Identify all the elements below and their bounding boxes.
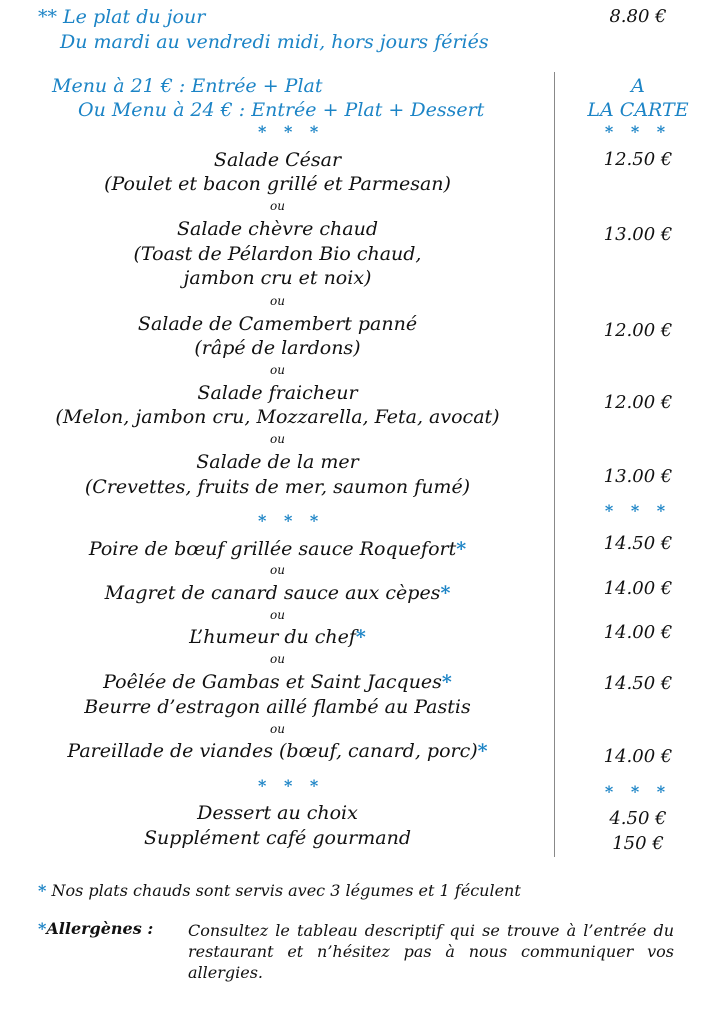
menu-21-line: Menu à 21 € : Entrée + Plat (52, 75, 323, 97)
allergen-text: Consultez le tableau descriptif qui se trouve à l’entrée du restaurant et n’hésitez pas à nous communiquer vos allergies. (188, 921, 674, 982)
separator-stars: * * * (604, 122, 672, 141)
plat-du-jour-title (38, 6, 205, 28)
dessert-price: 150 € (612, 833, 664, 854)
entree-name: Salade César (213, 149, 342, 171)
entree-name: Salade fraicheur (197, 382, 358, 404)
note-text: Nos plats chauds sont servis avec 3 légumes et 1 féculent (51, 881, 521, 900)
plat-line (0, 671, 555, 693)
allergen-label-text: Allergènes : (46, 919, 154, 938)
plat-du-jour-label: Le plat du jour (63, 6, 206, 28)
entree-price: 13.00 € (603, 466, 673, 487)
plat-du-jour-marker: ** (38, 6, 57, 28)
plat-du-jour-subtitle: Du mardi au vendredi midi, hors jours fériés (60, 31, 489, 53)
plat-detail: Beurre d’estragon aillé flambé au Pastis (84, 696, 471, 718)
carte-label-line2: LA CARTE (587, 99, 689, 121)
plat-price: 14.00 € (603, 578, 673, 599)
dessert-price: 4.50 € (609, 808, 667, 829)
plat-price: 14.50 € (603, 533, 673, 554)
entree-detail: (Poulet et bacon grillé et Parmesan) (104, 173, 451, 195)
or-label: ou (270, 363, 285, 377)
entree-name: Salade de la mer (196, 451, 359, 473)
plat-price: 14.00 € (603, 746, 673, 767)
entree-detail: (Crevettes, fruits de mer, saumon fumé) (84, 476, 471, 498)
allergen-label (38, 920, 153, 938)
or-label: ou (270, 563, 285, 577)
separator-stars: * * * (604, 782, 672, 801)
asterisk-marker: * (38, 881, 47, 900)
dessert-name: Supplément café gourmand (143, 827, 412, 849)
plat-price: 14.00 € (603, 622, 673, 643)
entree-name: Salade de Camembert panné (137, 313, 418, 335)
dessert-name: Dessert au choix (197, 802, 358, 824)
entree-detail: jambon cru et noix) (183, 267, 372, 289)
or-label: ou (270, 722, 285, 736)
asterisk-marker: * (477, 740, 488, 762)
menu-24-line: Ou Menu à 24 € : Entrée + Plat + Dessert (78, 99, 485, 121)
plat-name: Magret de canard sauce aux cèpes (104, 582, 441, 604)
plat-line (0, 740, 555, 762)
entree-price: 13.00 € (603, 224, 673, 245)
asterisk-marker: * (440, 582, 451, 604)
entree-price: 12.00 € (603, 392, 673, 413)
entree-detail: (Toast de Pélardon Bio chaud, (133, 243, 422, 265)
asterisk-marker: * (456, 538, 467, 560)
separator-stars: * * * (258, 122, 325, 141)
entree-price: 12.00 € (603, 320, 673, 341)
asterisk-marker: * (441, 671, 452, 693)
asterisk-marker: * (355, 626, 366, 648)
plat-du-jour-price: 8.80 € (609, 6, 667, 27)
or-label: ou (270, 294, 285, 308)
or-label: ou (270, 652, 285, 666)
entree-detail: (Melon, jambon cru, Mozzarella, Feta, avocat) (55, 406, 500, 428)
plat-name: Poêlée de Gambas et Saint Jacques (103, 671, 442, 693)
separator-stars: * * * (258, 776, 325, 795)
plat-price: 14.50 € (603, 673, 673, 694)
plat-line (0, 538, 555, 560)
plat-name: Poire de bœuf grillée sauce Roquefort (88, 538, 457, 560)
separator-stars: * * * (604, 501, 672, 520)
carte-label-line1: A (631, 75, 645, 97)
entree-price: 12.50 € (603, 149, 673, 170)
or-label: ou (270, 608, 285, 622)
plat-name: Pareillade de viandes (bœuf, canard, porc) (67, 740, 478, 762)
hot-dishes-note (38, 882, 521, 900)
separator-stars: * * * (258, 511, 325, 530)
entree-name: Salade chèvre chaud (176, 218, 379, 240)
or-label: ou (270, 199, 285, 213)
entree-detail: (râpé de lardons) (194, 337, 361, 359)
or-label: ou (270, 432, 285, 446)
plat-name: L’humeur du chef (189, 626, 356, 648)
plat-line (0, 626, 555, 648)
plat-line (0, 582, 555, 604)
asterisk-marker: * (38, 919, 47, 938)
